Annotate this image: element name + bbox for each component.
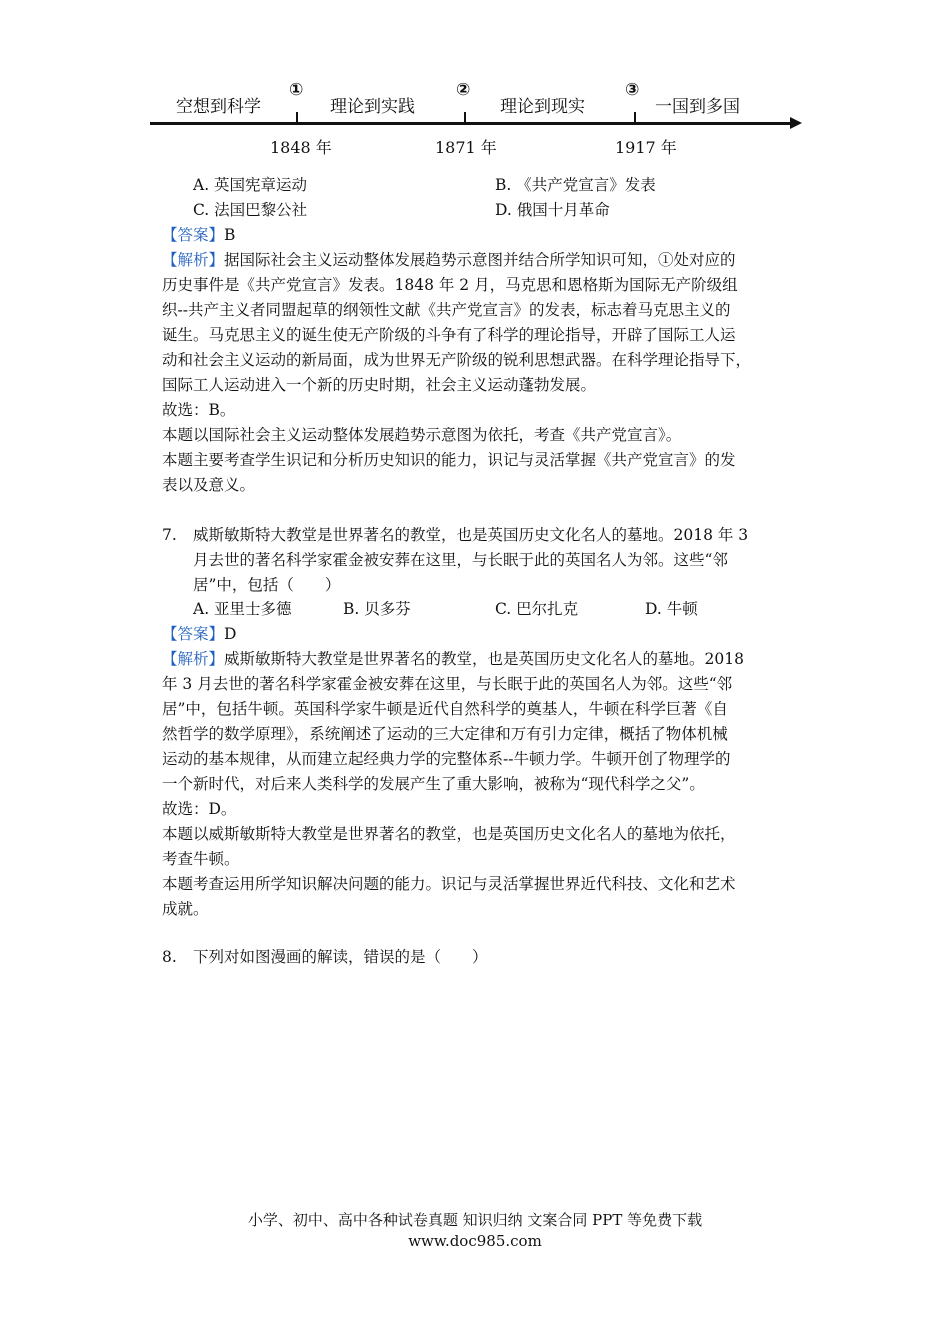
timeline-segment-1: 空想到科学 <box>176 97 261 117</box>
q7-note-2: 考查牛顿。 <box>162 850 240 868</box>
q6-analysis-line-1 <box>162 248 736 273</box>
q6-analysis-line-5: 动和社会主义运动的新局面，成为世界无产阶级的锐利思想武器。在科学理论指导下， <box>162 351 752 369</box>
timeline-mark-1: ① <box>289 80 304 100</box>
q8-stem: 下列对如图漫画的解读，错误的是（ ） <box>193 948 488 966</box>
timeline-tick-3 <box>634 112 636 123</box>
timeline-segment-2: 理论到实践 <box>330 97 415 117</box>
answer-tag: 【答案】 <box>162 226 225 244</box>
analysis-tag: 【解析】 <box>162 251 225 269</box>
q7-stem-line-2: 月去世的著名科学家霍金被安葬在这里，与长眠于此的英国名人为邻。这些“邻 <box>193 551 728 569</box>
q7-choice: 故选：D。 <box>162 800 237 818</box>
timeline-figure <box>150 70 810 170</box>
q7-option-a: A. 亚里士多德 <box>193 600 292 618</box>
q7-answer <box>162 622 236 647</box>
q7-analysis-line-4: 然哲学的数学原理》，系统阐述了运动的三大定律和万有引力定律，概括了物体机械 <box>162 725 728 743</box>
q7-analysis-line-5: 运动的基本规律，从而建立起经典力学的完整体系--牛顿力学。牛顿开创了物理学的 <box>162 750 731 768</box>
timeline-segment-3: 理论到现实 <box>500 97 585 117</box>
timeline-mark-2: ② <box>456 80 471 100</box>
analysis-tag: 【解析】 <box>162 650 225 668</box>
q7-analysis-text-1: 威斯敏斯特大教堂是世界著名的教堂，也是英国历史文化名人的墓地。2018 <box>224 650 744 668</box>
footer-link[interactable]: www.doc985.com <box>408 1232 542 1250</box>
timeline-tick-1 <box>296 112 298 123</box>
q6-note-1: 本题以国际社会主义运动整体发展趋势示意图为依托，考查《共产党宣言》。 <box>162 426 682 444</box>
q7-stem-line-3: 居”中，包括（ ） <box>193 576 341 594</box>
q7-option-d: D. 牛顿 <box>645 600 698 618</box>
q6-option-c: C. 法国巴黎公社 <box>193 201 308 219</box>
timeline-axis <box>150 122 795 125</box>
q7-option-b: B. 贝多芬 <box>343 600 411 618</box>
q6-note-2: 本题主要考查学生识记和分析历史知识的能力，识记与灵活掌握《共产党宣言》的发 <box>162 451 736 469</box>
q7-analysis-line-3: 居”中，包括牛顿。英国科学家牛顿是近代自然科学的奠基人，牛顿在科学巨著《自 <box>162 700 728 718</box>
timeline-year-1: 1848 年 <box>270 138 332 157</box>
q6-option-d: D. 俄国十月革命 <box>495 201 610 219</box>
answer-tag: 【答案】 <box>162 625 225 643</box>
footer-line-1: 小学、初中、高中各种试卷真题 知识归纳 文案合同 PPT 等免费下载 <box>247 1211 703 1229</box>
q7-note-3: 本题考查运用所学知识解决问题的能力。识记与灵活掌握世界近代科技、文化和艺术 <box>162 875 736 893</box>
q7-note-4: 成就。 <box>162 900 209 918</box>
q6-analysis-line-4: 诞生。马克思主义的诞生使无产阶级的斗争有了科学的理论指导，开辟了国际工人运 <box>162 326 736 344</box>
q7-analysis-line-2: 年 3 月去世的著名科学家霍金被安葬在这里，与长眠于此的英国名人为邻。这些“邻 <box>162 675 733 693</box>
q7-option-c: C. 巴尔扎克 <box>495 600 579 618</box>
q6-option-a: A. 英国宪章运动 <box>193 176 308 194</box>
q6-choice: 故选：B。 <box>162 401 236 419</box>
timeline-mark-3: ③ <box>625 80 640 100</box>
q6-analysis-line-3: 织--共产主义者同盟起草的纲领性文献《共产党宣言》的发表，标志着马克思主义的 <box>162 301 731 319</box>
q7-number: 7. <box>162 526 177 544</box>
q7-note-1: 本题以威斯敏斯特大教堂是世界著名的教堂，也是英国历史文化名人的墓地为依托， <box>162 825 736 843</box>
q6-option-b: B. 《共产党宣言》发表 <box>495 176 656 194</box>
q6-answer <box>162 223 235 248</box>
q8-number: 8. <box>162 948 177 966</box>
q6-analysis-line-6: 国际工人运动进入一个新的历史时期，社会主义运动蓬勃发展。 <box>162 376 597 394</box>
q6-analysis-line-2: 历史事件是《共产党宣言》发表。1848 年 2 月，马克思和恩格斯为国际无产阶级组 <box>162 276 738 294</box>
timeline-arrow-icon <box>790 117 802 129</box>
timeline-tick-2 <box>464 112 466 123</box>
timeline-year-3: 1917 年 <box>615 138 677 157</box>
q7-analysis-line-6: 一个新时代，对后来人类科学的发展产生了重大影响，被称为“现代科学之父”。 <box>162 775 705 793</box>
q7-answer-value: D <box>224 625 237 643</box>
q7-stem-line-1: 威斯敏斯特大教堂是世界著名的教堂，也是英国历史文化名人的墓地。2018 年 3 <box>193 526 749 544</box>
q6-analysis-text-1: 据国际社会主义运动整体发展趋势示意图并结合所学知识可知，①处对应的 <box>224 251 736 269</box>
q6-note-3: 表以及意义。 <box>162 476 256 494</box>
q6-answer-value: B <box>224 226 236 244</box>
q7-analysis-line-1 <box>162 647 744 672</box>
timeline-segment-4: 一国到多国 <box>655 97 740 117</box>
timeline-year-2: 1871 年 <box>435 138 497 157</box>
